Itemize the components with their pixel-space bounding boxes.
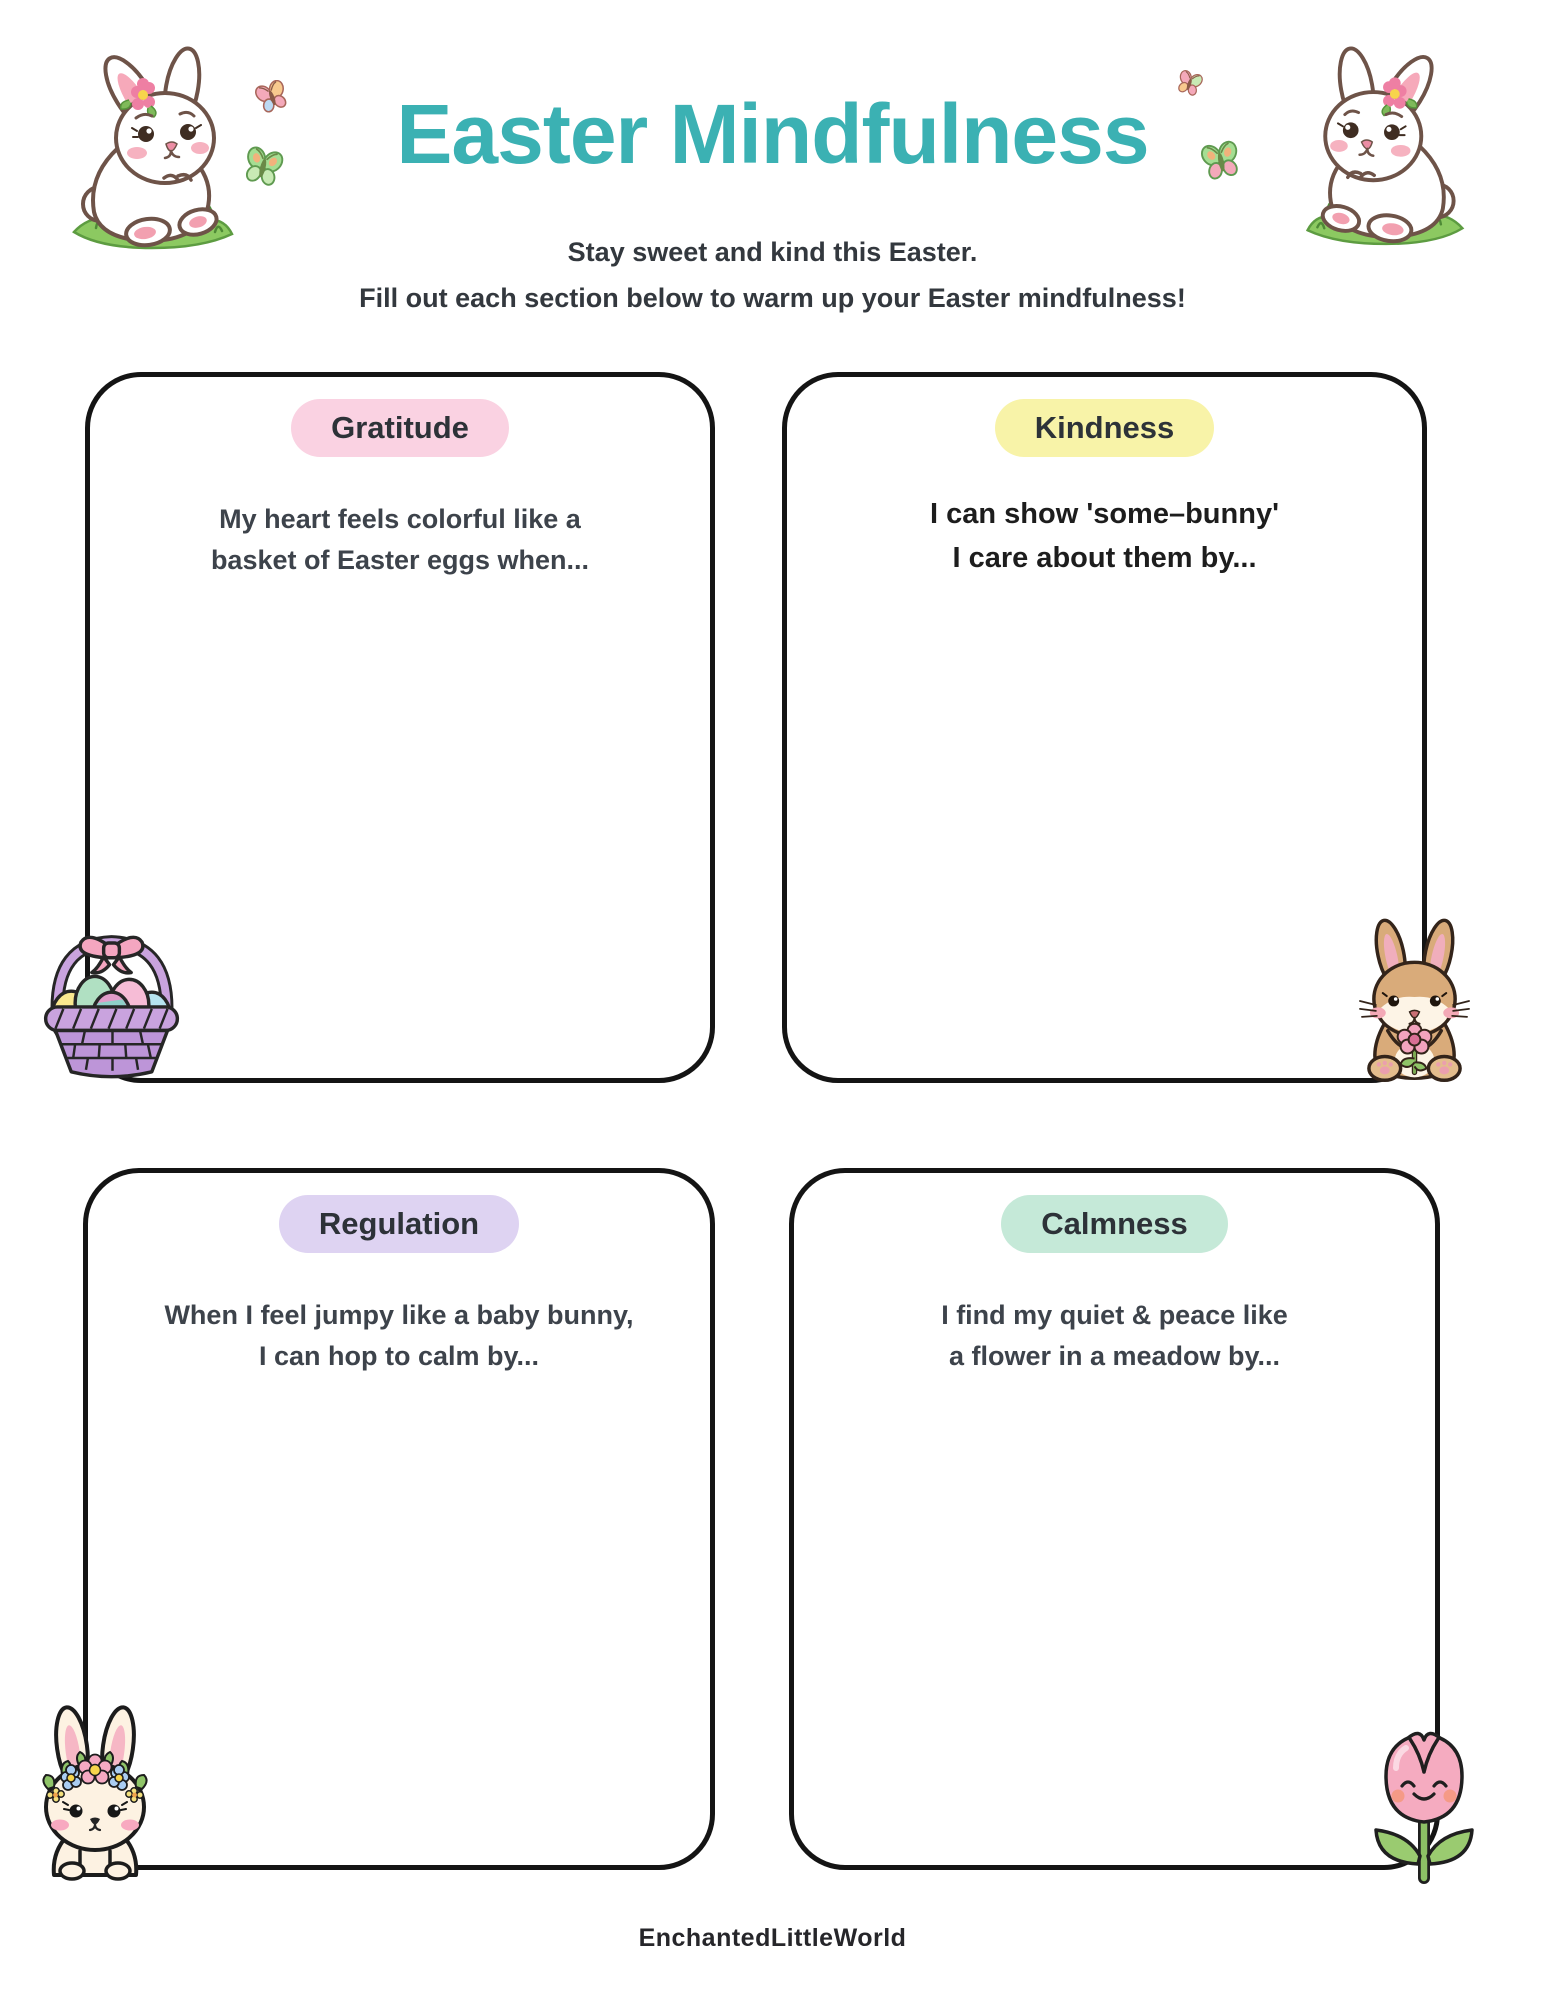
easter-basket-icon	[26, 922, 198, 1082]
white-bunny-icon	[1288, 34, 1484, 252]
section-label-pill: Calmness	[1001, 1195, 1227, 1253]
tulip-icon	[1368, 1724, 1480, 1886]
subtitle-line-1: Stay sweet and kind this Easter.	[567, 237, 978, 267]
footer-brand: EnchantedLittleWorld	[638, 1924, 907, 1952]
section-label-pill: Regulation	[279, 1195, 519, 1253]
section-box-calmness	[789, 1168, 1440, 1870]
section-label-pill: Gratitude	[291, 399, 509, 457]
butterfly-icon	[1198, 140, 1244, 182]
section-prompt: I can show 'some–bunny' I care about them by...	[930, 498, 1279, 574]
white-bunny-icon	[52, 36, 252, 254]
subtitle-line-2: Fill out each section below to warm up your Easter mindfulness!	[359, 283, 1186, 313]
section-box-regulation	[83, 1168, 715, 1870]
section-label-pill: Kindness	[995, 399, 1215, 457]
butterfly-icon	[240, 146, 286, 188]
brown-bunny-icon	[1358, 913, 1472, 1085]
section-box-kindness	[782, 372, 1427, 1083]
section-prompt: I find my quiet & peace like a flower in a meadow by...	[941, 1300, 1288, 1371]
butterfly-icon	[255, 80, 289, 114]
section-prompt: When I feel jumpy like a baby bunny, I can hop to calm by...	[164, 1300, 634, 1371]
page-title: Easter Mindfulness	[396, 87, 1149, 181]
butterfly-icon	[1176, 70, 1203, 97]
flower-crown-bunny-icon	[32, 1703, 158, 1885]
section-prompt: My heart feels colorful like a basket of Easter eggs when...	[210, 504, 590, 575]
